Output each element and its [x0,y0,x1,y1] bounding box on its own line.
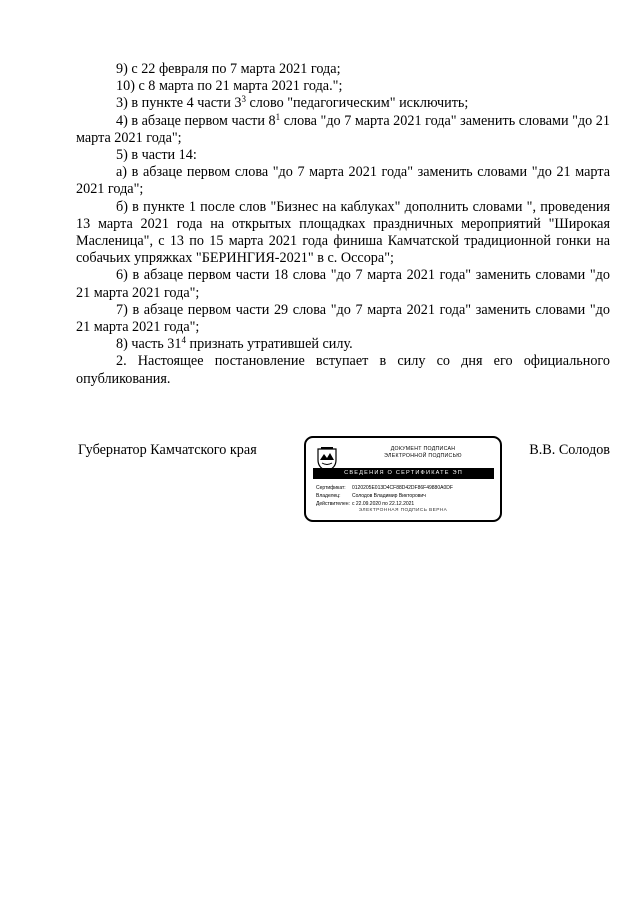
paragraph [76,61,610,78]
stamp-row-certificate [316,484,496,492]
signatory-position: Губернатор Камчатского края [78,442,257,458]
stamp-row-owner [316,492,496,500]
paragraph [76,302,610,336]
paragraph-text: 7) в абзаце первом части 29 слова "до 7 марта 2021 года" заменить словами "до 21 марта 2021 года"; [76,301,610,336]
superscript: 4 [181,335,186,346]
stamp-label: Действителен: [316,501,350,507]
paragraph-text: 9) с 22 февраля по 7 марта 2021 года; [116,61,341,77]
signature-block [78,442,610,532]
superscript: 3 [241,94,246,105]
stamp-label: Владелец: [316,493,341,499]
superscript: 1 [275,111,281,122]
stamp-value: Солодов Владимир Викторович [352,493,426,499]
stamp-row-validity [316,500,496,508]
stamp-header-line: ЭЛЕКТРОННОЙ ПОДПИСЬЮ [384,453,462,459]
stamp-value: 0120205E013D4CF88D42DF86F49880A0DF [352,485,453,491]
paragraph-text: 5) в части 14: [116,147,197,164]
paragraph-text: а) в абзаце первом слова "до 7 марта 2021 года" заменить словами "до 21 марта 2021 года"; [76,164,610,198]
stamp-label: Сертификат: [316,485,346,491]
paragraph-text: слово "педагогическим" исключить; [245,95,469,112]
paragraph-text: слова "до 7 марта 2021 года" заменить словами "до 21 марта 2021 года"; [76,112,610,146]
body-text [76,61,610,388]
paragraph-text: признать утратившей силу. [186,336,353,353]
stamp-footer: ЭЛЕКТРОННАЯ ПОДПИСЬ ВЕРНА [358,508,448,513]
paragraph [76,95,610,112]
paragraph [76,267,610,301]
stamp-value: с 22.09.2020 по 22.12.2021 [352,501,415,507]
stamp-certificate-bar: СВЕДЕНИЯ О СЕРТИФИКАТЕ ЭП [313,468,494,479]
stamp-details [316,484,496,508]
paragraph [76,199,610,268]
signatory-name: В.В. Солодов [529,442,610,458]
paragraph-text: 2. Настоящее постановление вступает в силу со дня его официального опубликования. [76,353,610,387]
paragraph [76,113,610,147]
stamp-header [368,446,478,460]
paragraph-text: б) в пункте 1 после слов "Бизнес на каблуках" дополнить словами ", проведения 13 марта 2021 года на открытых площадках праздничных мероприятий "Широкая Масленица", с 13 по 15 марта 2021 года финиша Камчатской традиционной гонки на собачьих упряжках "БЕРИНГИЯ-2021" в с. Оссора"; [76,198,610,267]
paragraph [76,336,610,353]
paragraph-text: 3) в пункте 4 части 3 [116,95,242,112]
paragraph-text: 6) в абзаце первом части 18 слова "до 7 марта 2021 года" заменить словами "до 21 марта 2021 года"; [76,267,610,301]
paragraph [76,164,610,198]
stamp-header-line: ДОКУМЕНТ ПОДПИСАН [390,446,456,452]
paragraph [76,147,610,164]
paragraph-text: 8) часть 31 [116,336,182,353]
paragraph-text: 4) в абзаце первом части 8 [116,112,276,129]
paragraph-text: 10) с 8 марта по 21 марта 2021 года."; [116,78,343,95]
paragraph [76,353,610,387]
paragraph [76,78,610,95]
electronic-signature-stamp [304,436,502,522]
